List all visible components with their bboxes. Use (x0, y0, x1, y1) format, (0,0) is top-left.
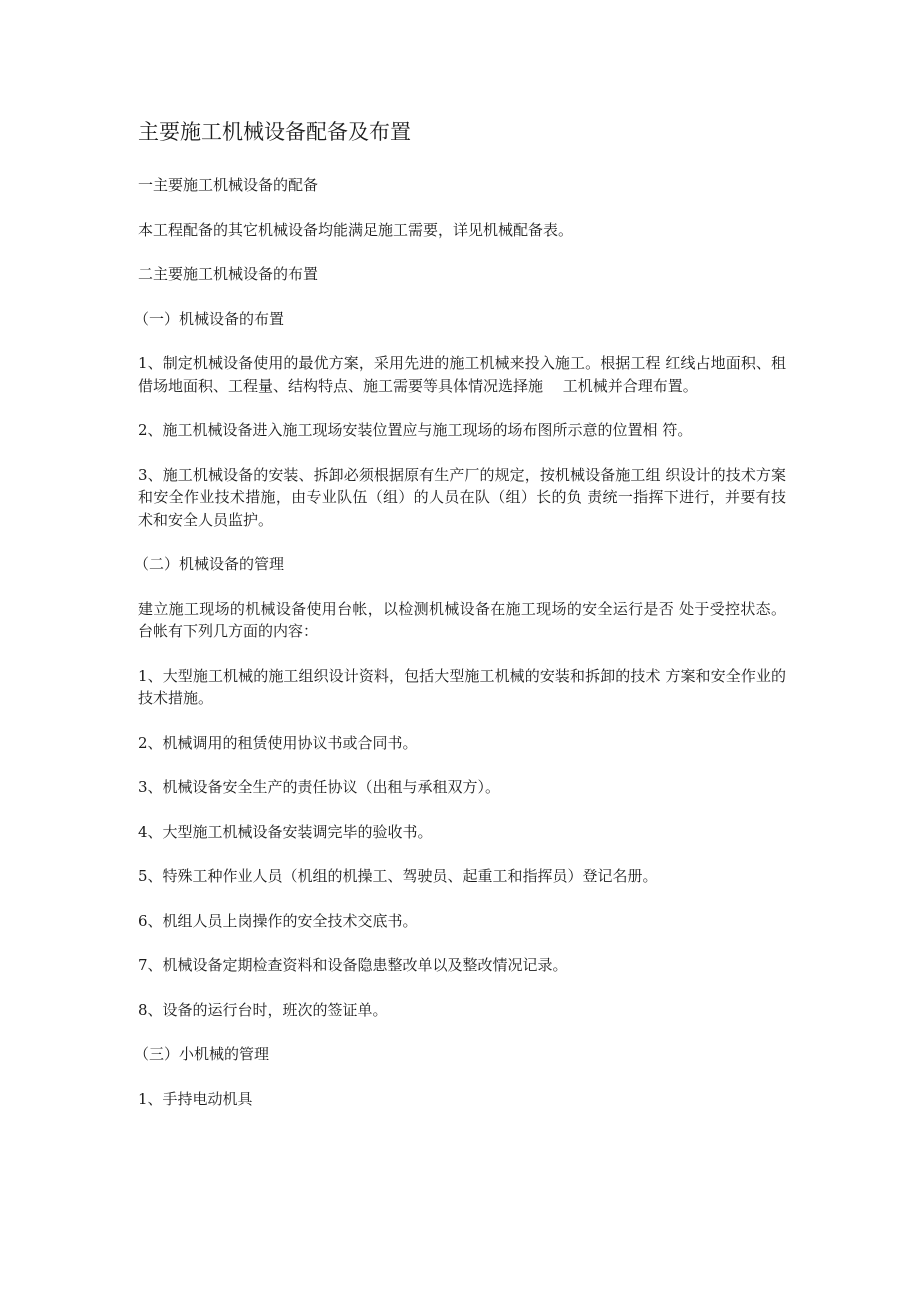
list-item: 8、设备的运行台时，班次的签证单。 (138, 1000, 388, 1019)
section-heading: 一主要施工机械设备的配备 (138, 176, 319, 194)
list-item: 3、机械设备安全生产的责任协议（出租与承租双方）。 (138, 778, 501, 796)
list-item: 7、机械设备定期检查资料和设备隐患整改单以及整改情况记录。 (138, 956, 568, 974)
document-title: 主要施工机械设备配备及布置 (138, 120, 411, 144)
section-heading: 二主要施工机械设备的布置 (138, 265, 319, 283)
subsection-heading: （二）机械设备的管理 (134, 555, 285, 573)
subsection-heading: （三）小机械的管理 (134, 1045, 270, 1063)
paragraph: 建立施工现场的机械设备使用台帐，以检测机械设备在施工现场的安全运行是否 处于受控状态。台帐有下列几方面的内容： (138, 599, 786, 640)
document-page (134, 118, 786, 1132)
subsection-heading: （一）机械设备的布置 (134, 309, 285, 328)
list-item: 1、制定机械设备使用的最优方案，采用先进的施工机械来投入施工。根据工程 红线占地面积、租借场地面积、工程量、结构特点、施工需要等具体情况选择施 工机械并合理布置。 (138, 354, 786, 395)
list-item: 3、施工机械设备的安装、拆卸必须根据原有生产厂的规定，按机械设备施工组 织设计的技术方案和安全作业技术措施，由专业队伍（组）的人员在队（组）长的负 责统一指挥下进行，并要有技术和安全人员监护。 (138, 465, 786, 529)
list-item: 5、特殊工种作业人员（机组的机操工、驾驶员、起重工和指挥员）登记名册。 (138, 867, 658, 885)
list-item: 1、手持电动机具 (138, 1089, 253, 1108)
list-item: 4、大型施工机械设备安装调完毕的验收书。 (138, 822, 433, 841)
list-item: 2、施工机械设备进入施工现场安装位置应与施工现场的场布图所示意的位置相 符。 (138, 421, 693, 439)
list-item: 6、机组人员上岗操作的安全技术交底书。 (138, 911, 418, 930)
list-item: 1、大型施工机械的施工组织设计资料，包括大型施工机械的安装和拆卸的技术 方案和安全作业的技术措施。 (138, 666, 786, 707)
paragraph: 本工程配备的其它机械设备均能满足施工需要，详见机械配备表。 (138, 220, 574, 239)
list-item: 2、机械调用的租赁使用协议书或合同书。 (138, 733, 418, 752)
